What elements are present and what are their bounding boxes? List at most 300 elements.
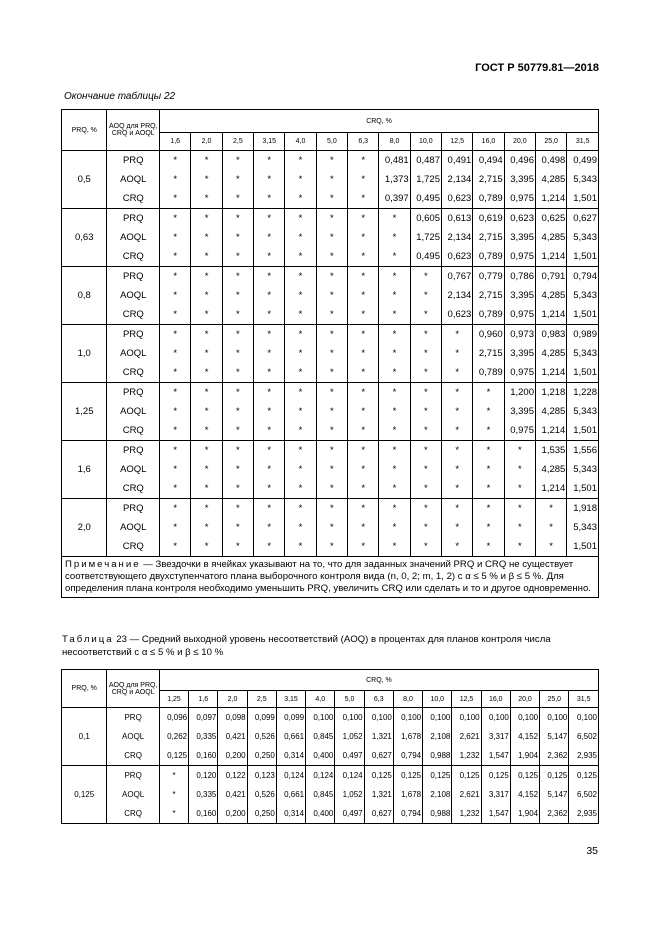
value-cell: 1,214 [535, 305, 566, 325]
value-cell: * [473, 402, 504, 421]
value-cell: * [285, 189, 316, 209]
value-cell: 2,715 [473, 344, 504, 363]
value-cell: 5,343 [567, 402, 599, 421]
value-cell: 0,623 [442, 247, 473, 267]
crq-header-cell: 5,0 [316, 133, 347, 151]
value-cell: 1,501 [567, 537, 599, 557]
value-cell: * [410, 518, 441, 537]
crq-header-cell: 2,0 [191, 133, 222, 151]
value-cell: 0,125 [393, 766, 422, 786]
value-cell: 0,975 [504, 363, 535, 383]
value-cell: * [348, 479, 379, 499]
value-cell: * [285, 286, 316, 305]
value-cell: * [285, 460, 316, 479]
value-cell: * [348, 518, 379, 537]
value-cell: 0,099 [247, 708, 276, 728]
value-cell: * [222, 363, 253, 383]
prq-group-cell: 0,8 [62, 267, 107, 325]
table-row [62, 441, 599, 461]
value-cell: 2,715 [473, 286, 504, 305]
prq-group-cell: 1,25 [62, 383, 107, 441]
row-label: CRQ [107, 746, 159, 766]
header-crq: CRQ, % [160, 110, 599, 133]
value-cell: * [316, 209, 347, 229]
value-cell: * [316, 247, 347, 267]
row-label: AOQL [107, 727, 159, 746]
value-cell: 0,125 [510, 766, 539, 786]
table-note [62, 557, 599, 598]
value-cell: 5,343 [567, 286, 599, 305]
value-cell: * [473, 421, 504, 441]
value-cell: * [379, 305, 410, 325]
row-label: AOQL [107, 228, 160, 247]
value-cell: * [285, 228, 316, 247]
value-cell: * [285, 247, 316, 267]
crq-header-cell: 31,5 [567, 133, 599, 151]
value-cell: * [442, 363, 473, 383]
value-cell: * [410, 305, 441, 325]
row-label: CRQ [107, 305, 160, 325]
value-cell: * [222, 228, 253, 247]
value-cell: * [442, 402, 473, 421]
value-cell: 5,147 [540, 785, 569, 804]
value-cell: * [160, 383, 191, 403]
value-cell: * [285, 170, 316, 189]
value-cell: * [316, 441, 347, 461]
header-prq: PRQ, % [62, 670, 107, 708]
value-cell: 0,100 [306, 708, 335, 728]
value-cell: 1,214 [535, 479, 566, 499]
value-cell: 2,108 [423, 785, 452, 804]
value-cell: * [222, 325, 253, 345]
value-cell: 0,627 [567, 209, 599, 229]
value-cell: * [285, 209, 316, 229]
value-cell: * [348, 537, 379, 557]
value-cell: * [442, 325, 473, 345]
value-cell: * [410, 499, 441, 519]
crq-header-cell: 10,0 [423, 691, 452, 708]
value-cell: 0,335 [189, 785, 218, 804]
crq-header-cell: 8,0 [379, 133, 410, 151]
crq-header-cell: 1,25 [159, 691, 188, 708]
value-cell: 5,343 [567, 460, 599, 479]
value-cell: 5,343 [567, 344, 599, 363]
value-cell: 0,975 [504, 421, 535, 441]
value-cell: * [316, 286, 347, 305]
value-cell: * [191, 189, 222, 209]
value-cell: * [160, 479, 191, 499]
note-label: Примечание [65, 559, 141, 570]
row-label: PRQ [107, 325, 160, 345]
table-row [62, 151, 599, 171]
crq-header-cell: 3,15 [276, 691, 305, 708]
table-row [62, 325, 599, 345]
table-row [62, 727, 599, 746]
crq-header-cell: 1,6 [189, 691, 218, 708]
value-cell: * [442, 479, 473, 499]
value-cell: * [442, 518, 473, 537]
value-cell: * [222, 170, 253, 189]
row-label: PRQ [107, 267, 160, 287]
value-cell: * [222, 189, 253, 209]
value-cell: * [316, 402, 347, 421]
value-cell: 0,975 [504, 305, 535, 325]
table-row [62, 286, 599, 305]
row-label: CRQ [107, 247, 160, 267]
value-cell: * [222, 441, 253, 461]
row-label: AOQL [107, 286, 160, 305]
value-cell: * [254, 383, 285, 403]
row-label: CRQ [107, 804, 159, 824]
value-cell: 1,678 [393, 727, 422, 746]
value-cell: * [285, 325, 316, 345]
value-cell: 0,975 [504, 247, 535, 267]
value-cell: * [316, 383, 347, 403]
value-cell: * [535, 518, 566, 537]
value-cell: * [160, 499, 191, 519]
value-cell: 0,625 [535, 209, 566, 229]
value-cell: 0,200 [218, 804, 247, 824]
value-cell: * [191, 421, 222, 441]
value-cell: * [254, 228, 285, 247]
value-cell: * [160, 189, 191, 209]
value-cell: * [191, 151, 222, 171]
value-cell: 0,845 [306, 785, 335, 804]
crq-header-cell: 25,0 [535, 133, 566, 151]
value-cell: 1,501 [567, 479, 599, 499]
value-cell: 1,232 [452, 746, 481, 766]
table-row [62, 189, 599, 209]
value-cell: 1,904 [510, 804, 539, 824]
value-cell: * [191, 209, 222, 229]
value-cell: 5,147 [540, 727, 569, 746]
value-cell: 1,052 [335, 727, 364, 746]
value-cell: * [442, 537, 473, 557]
value-cell: * [254, 537, 285, 557]
value-cell: 0,123 [247, 766, 276, 786]
value-cell: 1,501 [567, 421, 599, 441]
value-cell: * [442, 441, 473, 461]
value-cell: * [473, 537, 504, 557]
value-cell: * [473, 383, 504, 403]
value-cell: * [285, 151, 316, 171]
value-cell: * [222, 479, 253, 499]
value-cell: * [379, 363, 410, 383]
value-cell: * [160, 344, 191, 363]
crq-header-cell: 16,0 [473, 133, 504, 151]
value-cell: * [379, 402, 410, 421]
value-cell: 5,343 [567, 518, 599, 537]
value-cell: * [410, 325, 441, 345]
value-cell: * [191, 479, 222, 499]
value-cell: 0,400 [306, 746, 335, 766]
value-cell: 0,400 [306, 804, 335, 824]
value-cell: * [379, 247, 410, 267]
row-label: PRQ [107, 441, 160, 461]
value-cell: * [348, 363, 379, 383]
value-cell: * [222, 247, 253, 267]
row-label: AOQL [107, 344, 160, 363]
value-cell: 0,627 [364, 746, 393, 766]
value-cell: 1,535 [535, 441, 566, 461]
value-cell: 0,100 [335, 708, 364, 728]
prq-group-cell: 0,5 [62, 151, 107, 209]
value-cell: * [316, 305, 347, 325]
value-cell: 1,321 [364, 727, 393, 746]
value-cell: * [535, 537, 566, 557]
value-cell: * [504, 499, 535, 519]
value-cell: * [410, 402, 441, 421]
value-cell: * [222, 499, 253, 519]
value-cell: * [379, 460, 410, 479]
value-cell: * [160, 441, 191, 461]
value-cell: * [285, 537, 316, 557]
value-cell: * [254, 460, 285, 479]
value-cell: 0,096 [159, 708, 188, 728]
value-cell: 1,547 [481, 746, 510, 766]
value-cell: * [379, 441, 410, 461]
value-cell: * [160, 421, 191, 441]
row-label: PRQ [107, 383, 160, 403]
value-cell: 2,134 [442, 170, 473, 189]
value-cell: 1,218 [535, 383, 566, 403]
value-cell: 0,125 [452, 766, 481, 786]
value-cell: 3,395 [504, 286, 535, 305]
value-cell: * [504, 537, 535, 557]
value-cell: * [379, 518, 410, 537]
value-cell: * [285, 267, 316, 287]
table-row [62, 804, 599, 824]
note-text: — Звездочки в ячейках указывают на то, что для заданных значений PRQ и CRQ не существует соответствующего двухступенчатого плана выборочного контроля вида (n, 0, 2; m, 1, 2) с α ≤ 5 % и β ≤ 5 %. Для определения плана контроля необходимо уменьшить PRQ, увеличить CRQ или сделать и то и другое одновременно. [65, 559, 591, 594]
value-cell: * [410, 479, 441, 499]
value-cell: 1,373 [379, 170, 410, 189]
value-cell: * [160, 247, 191, 267]
value-cell: * [442, 421, 473, 441]
value-cell: * [442, 460, 473, 479]
row-label: PRQ [107, 151, 160, 171]
value-cell: * [348, 267, 379, 287]
value-cell: 0,421 [218, 727, 247, 746]
value-cell: 0,125 [159, 746, 188, 766]
value-cell: * [285, 421, 316, 441]
value-cell: 0,160 [189, 804, 218, 824]
value-cell: 4,152 [510, 727, 539, 746]
row-label: CRQ [107, 363, 160, 383]
value-cell: * [442, 499, 473, 519]
value-cell: 0,100 [569, 708, 599, 728]
value-cell: * [316, 518, 347, 537]
value-cell: * [316, 189, 347, 209]
value-cell: * [379, 421, 410, 441]
table-row [62, 402, 599, 421]
crq-header-cell: 4,0 [306, 691, 335, 708]
value-cell: * [285, 479, 316, 499]
value-cell: 0,623 [504, 209, 535, 229]
value-cell: 0,526 [247, 727, 276, 746]
crq-header-cell: 1,6 [160, 133, 191, 151]
value-cell: * [316, 151, 347, 171]
value-cell: * [442, 344, 473, 363]
value-cell: 1,918 [567, 499, 599, 519]
value-cell: 0,098 [218, 708, 247, 728]
value-cell: * [160, 151, 191, 171]
value-cell: * [191, 402, 222, 421]
value-cell: * [473, 479, 504, 499]
value-cell: * [285, 441, 316, 461]
value-cell: 2,108 [423, 727, 452, 746]
value-cell: * [410, 460, 441, 479]
value-cell: * [191, 325, 222, 345]
value-cell: * [348, 247, 379, 267]
value-cell: * [379, 267, 410, 287]
value-cell: * [222, 537, 253, 557]
value-cell: * [348, 286, 379, 305]
crq-header-cell: 5,0 [335, 691, 364, 708]
value-cell: * [410, 537, 441, 557]
value-cell: * [160, 460, 191, 479]
header-metric: AOQ для PRQ, CRQ и AOQL [107, 670, 159, 708]
value-cell: 0,497 [335, 804, 364, 824]
value-cell: 0,983 [535, 325, 566, 345]
row-label: AOQL [107, 402, 160, 421]
crq-header-cell: 4,0 [285, 133, 316, 151]
value-cell: * [285, 363, 316, 383]
crq-header-cell: 20,0 [504, 133, 535, 151]
value-cell: 0,605 [410, 209, 441, 229]
value-cell: 0,250 [247, 804, 276, 824]
crq-header-cell: 31,5 [569, 691, 599, 708]
crq-header-cell: 10,0 [410, 133, 441, 151]
value-cell: * [348, 170, 379, 189]
value-cell: * [348, 344, 379, 363]
caption-label: Таблица [62, 634, 114, 645]
value-cell: * [285, 518, 316, 537]
value-cell: * [316, 344, 347, 363]
table-row [62, 460, 599, 479]
value-cell: 0,494 [473, 151, 504, 171]
value-cell: 1,501 [567, 305, 599, 325]
value-cell: * [222, 344, 253, 363]
value-cell: 0,794 [393, 804, 422, 824]
crq-header-cell: 16,0 [481, 691, 510, 708]
value-cell: * [254, 363, 285, 383]
value-cell: * [159, 785, 188, 804]
value-cell: * [348, 441, 379, 461]
header-metric: AOQ для PRQ, CRQ и AOQL [107, 110, 160, 151]
row-label: CRQ [107, 479, 160, 499]
crq-header-cell: 20,0 [510, 691, 539, 708]
value-cell: 0,789 [473, 363, 504, 383]
value-cell: 1,214 [535, 189, 566, 209]
value-cell: * [191, 518, 222, 537]
value-cell: * [254, 421, 285, 441]
value-cell: 4,285 [535, 402, 566, 421]
value-cell: * [160, 286, 191, 305]
value-cell: * [348, 305, 379, 325]
value-cell: * [222, 518, 253, 537]
value-cell: 1,200 [504, 383, 535, 403]
value-cell: * [379, 537, 410, 557]
value-cell: 0,125 [481, 766, 510, 786]
value-cell: 0,124 [335, 766, 364, 786]
value-cell: * [191, 363, 222, 383]
table-row [62, 746, 599, 766]
value-cell: 1,904 [510, 746, 539, 766]
value-cell: 0,160 [189, 746, 218, 766]
value-cell: * [160, 363, 191, 383]
value-cell: 1,321 [364, 785, 393, 804]
value-cell: * [191, 344, 222, 363]
value-cell: * [504, 460, 535, 479]
value-cell: * [504, 441, 535, 461]
value-cell: 0,627 [364, 804, 393, 824]
table-23 [61, 669, 599, 824]
value-cell: * [159, 766, 188, 786]
value-cell: 0,125 [569, 766, 599, 786]
value-cell: 0,613 [442, 209, 473, 229]
value-cell: 0,495 [410, 247, 441, 267]
value-cell: * [348, 209, 379, 229]
table-row [62, 247, 599, 267]
value-cell: * [473, 518, 504, 537]
value-cell: * [160, 305, 191, 325]
row-label: PRQ [107, 209, 160, 229]
value-cell: * [348, 151, 379, 171]
value-cell: * [254, 209, 285, 229]
value-cell: 2,362 [540, 804, 569, 824]
value-cell: 0,975 [504, 189, 535, 209]
value-cell: * [160, 325, 191, 345]
value-cell: 2,621 [452, 727, 481, 746]
value-cell: 2,715 [473, 170, 504, 189]
value-cell: 5,343 [567, 228, 599, 247]
value-cell: * [442, 383, 473, 403]
value-cell: 0,314 [276, 804, 305, 824]
value-cell: 0,789 [473, 189, 504, 209]
value-cell: * [191, 267, 222, 287]
value-cell: 4,285 [535, 344, 566, 363]
value-cell: 3,395 [504, 170, 535, 189]
value-cell: 0,661 [276, 785, 305, 804]
value-cell: * [316, 479, 347, 499]
value-cell: * [379, 228, 410, 247]
value-cell: 0,100 [510, 708, 539, 728]
value-cell: * [160, 402, 191, 421]
value-cell: * [379, 325, 410, 345]
crq-header-cell: 12,5 [452, 691, 481, 708]
value-cell: * [160, 209, 191, 229]
value-cell: * [504, 479, 535, 499]
value-cell: 0,125 [423, 766, 452, 786]
value-cell: * [473, 460, 504, 479]
value-cell: * [285, 305, 316, 325]
value-cell: * [254, 402, 285, 421]
row-label: CRQ [107, 421, 160, 441]
value-cell: 0,200 [218, 746, 247, 766]
value-cell: * [191, 499, 222, 519]
value-cell: * [254, 151, 285, 171]
value-cell: 0,481 [379, 151, 410, 171]
header-crq: CRQ, % [159, 670, 598, 691]
table-row [62, 518, 599, 537]
value-cell: 0,122 [218, 766, 247, 786]
value-cell: 1,232 [452, 804, 481, 824]
value-cell: * [348, 383, 379, 403]
value-cell: * [222, 305, 253, 325]
value-cell: 1,501 [567, 247, 599, 267]
table-row [62, 708, 599, 728]
value-cell: 0,262 [159, 727, 188, 746]
